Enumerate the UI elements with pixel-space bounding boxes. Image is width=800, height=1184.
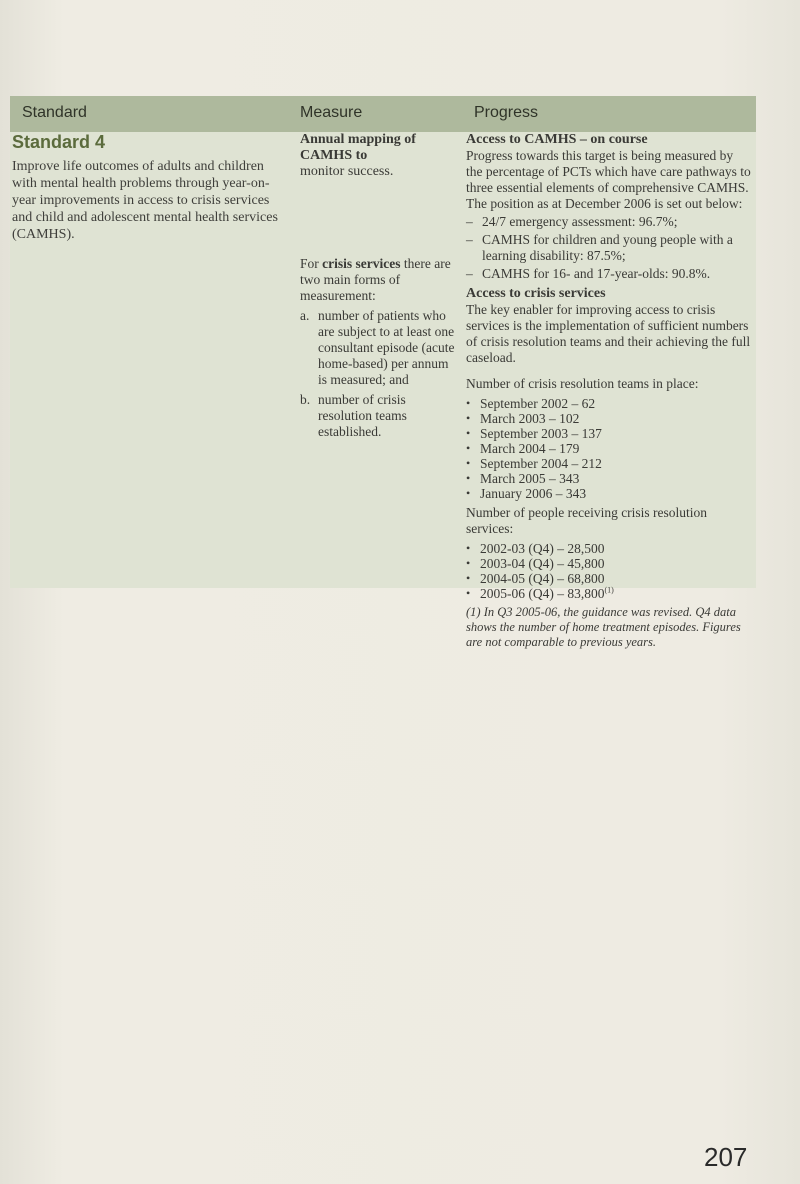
standard-description: Improve life outcomes of adults and children with mental health problems through year-on-year improvements in access to crisis services and child and adolescent mental health services (CAMHS). bbox=[12, 159, 278, 242]
list-item: • September 2003 – 137 bbox=[466, 426, 602, 441]
teams-intro: Number of crisis resolution teams in place: bbox=[466, 376, 699, 391]
measure-item-marker: a. bbox=[300, 308, 310, 323]
progress-column bbox=[466, 132, 752, 650]
header-measure: Measure bbox=[300, 104, 363, 121]
measure-item-a bbox=[300, 308, 460, 388]
page-number: 207 bbox=[704, 1142, 748, 1172]
list-item: • January 2006 – 343 bbox=[466, 486, 587, 501]
footnote-ref: (1) bbox=[604, 585, 614, 595]
list-item: • 2002-03 (Q4) – 28,500 bbox=[466, 541, 605, 556]
list-item: • March 2005 – 343 bbox=[466, 471, 580, 486]
measure-camhs-rest: monitor success. bbox=[300, 164, 394, 179]
measure-column bbox=[300, 132, 458, 572]
camhs-item: – CAMHS for children and young people with a learning disability: 87.5%; bbox=[466, 232, 733, 263]
measure-item-b bbox=[300, 392, 460, 440]
list-item: • March 2003 – 102 bbox=[466, 411, 580, 426]
measure-item-text: number of crisis resolution teams established. bbox=[318, 392, 407, 439]
crisis-text: The key enabler for improving access to crisis services is the implementation of sufficient numbers of crisis resolution teams and their achieving the full caseload. bbox=[466, 302, 751, 365]
camhs-item: – CAMHS for 16- and 17-year-olds: 90.8%. bbox=[466, 266, 711, 281]
camhs-text: Progress towards this target is being measured by the percentage of PCTs which have care pathways to three essential elements of comprehensive CAMHS. The position as at December 2006 is set out below: bbox=[466, 148, 751, 211]
measure-item-marker: b. bbox=[300, 392, 311, 407]
teams-list bbox=[466, 396, 752, 501]
measure-item-text: number of patients who are subject to at least one consultant episode (acute home-based) per annum is measured; and bbox=[318, 308, 455, 387]
measure-camhs bbox=[300, 132, 458, 180]
camhs-item: – 24/7 emergency assessment: 96.7%; bbox=[466, 214, 678, 229]
list-item: • September 2004 – 212 bbox=[466, 456, 602, 471]
header-progress: Progress bbox=[474, 104, 539, 121]
footnote: (1) In Q3 2005-06, the guidance was revised. Q4 data shows the number of home treatment episodes. Figures are not comparable to previous years. bbox=[466, 605, 741, 649]
header-standard: Standard bbox=[22, 104, 87, 121]
list-item: • September 2002 – 62 bbox=[466, 396, 596, 411]
table-header-row bbox=[10, 96, 756, 132]
list-item: • 2003-04 (Q4) – 45,800 bbox=[466, 556, 605, 571]
people-intro: Number of people receiving crisis resolution services: bbox=[466, 505, 708, 536]
people-list bbox=[466, 541, 752, 601]
measure-crisis-intro: For crisis services there are two main forms of measurement: bbox=[300, 256, 451, 303]
standards-table bbox=[10, 96, 756, 649]
measure-crisis bbox=[300, 256, 460, 440]
list-item: • 2005-06 (Q4) – 83,800$^{(1)}$ bbox=[466, 585, 614, 601]
list-item: • March 2004 – 179 bbox=[466, 441, 580, 456]
list-item: • 2004-05 (Q4) – 68,800 bbox=[466, 571, 605, 586]
standard-column bbox=[10, 132, 290, 243]
standard-title: Standard 4 bbox=[12, 132, 106, 152]
camhs-heading: Access to CAMHS – on course bbox=[466, 132, 648, 147]
crisis-heading: Access to crisis services bbox=[466, 286, 606, 301]
measure-camhs-bold: Annual mapping of CAMHS to bbox=[300, 132, 416, 163]
